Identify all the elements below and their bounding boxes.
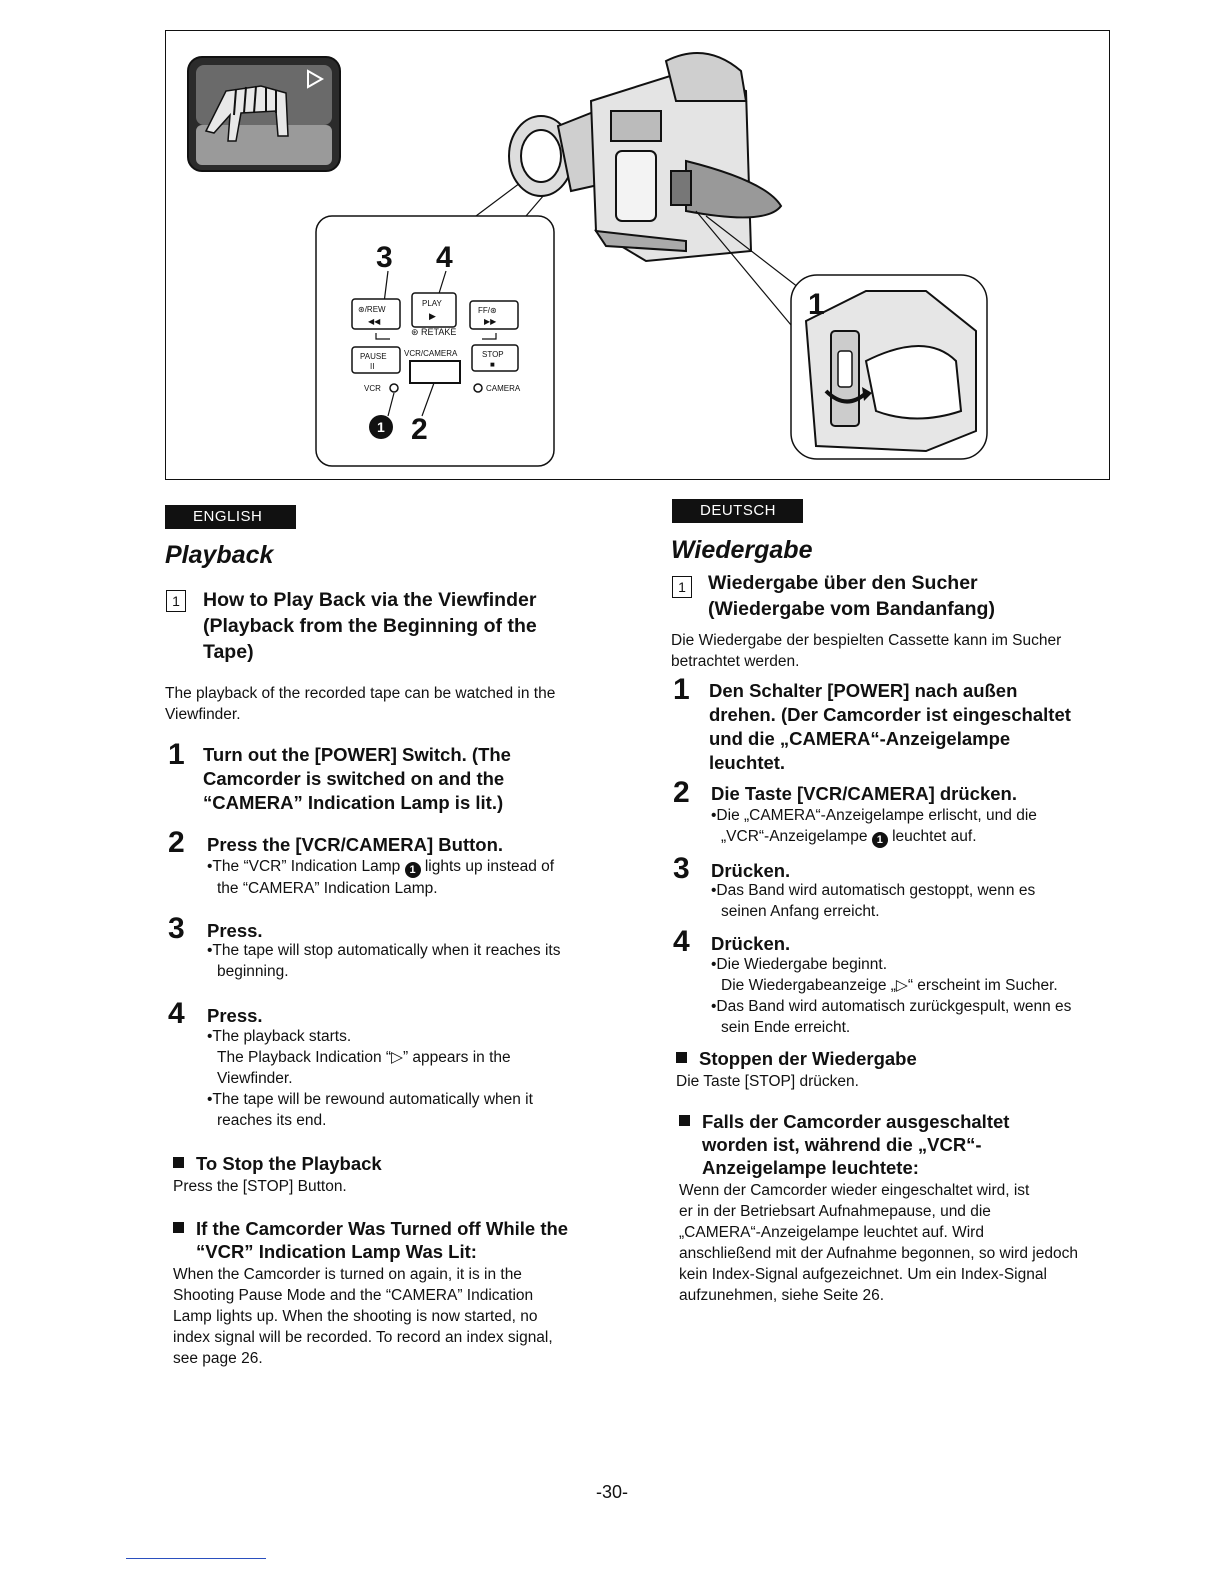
square-bullet-icon [679,1115,690,1126]
vcr-lamp-label: VCR [364,384,381,393]
off-text-english: When the Camcorder is turned on again, it is in the Shooting Pause Mode and the “CAMERA” Indication Lamp lights up. When the shooting is now started, no index signal will be recorded. To record an index signal, see page 26. [173,1266,553,1367]
lamp-bullet-icon: 1 [405,862,421,878]
ff-button [470,301,518,329]
step-1-text-deutsch: Den Schalter [POWER] nach außen drehen. (Der Camcorder ist eingeschaltet und die „CAMERA“-Anzeigelampe leuchtet. [709,680,1071,773]
step-2-text-english: Press the [VCR/CAMERA] Button. [207,834,504,855]
svg-text:■: ■ [490,360,495,369]
language-tag-deutsch: DEUTSCH [672,499,803,523]
off-heading-deutsch: Falls der Camcorder ausgeschaltet worden ist, während die „VCR“- Anzeigelampe leuchtete: [679,1110,1009,1179]
retake-label: ⊛ RETAKE [411,327,457,337]
stop-heading-english: To Stop the Playback [173,1152,382,1175]
section-title-deutsch: Wiedergabe [671,536,813,564]
step-4-note-deutsch: •Die Wiedergabe beginnt. Die Wiedergabeanzeige „▷“ erscheint im Sucher. •Das Band wird automatisch zurückgespult, wenn es sein Ende erreicht. [711,956,1072,1036]
step-2-number-deutsch: 2 [673,776,690,809]
stop-button [472,345,518,371]
language-tag-english: ENGLISH [165,505,296,529]
footer-rule [126,1558,266,1559]
step-3-number-english: 3 [168,912,185,945]
callout-3: 3 [376,241,393,274]
svg-text:II: II [370,362,375,371]
stop-text-deutsch: Die Taste [STOP] drücken. [676,1073,859,1090]
page-number: -30- [595,1482,629,1502]
svg-text:PAUSE: PAUSE [360,352,387,361]
vcr-camera-button [410,361,460,383]
step-2-text-deutsch: Die Taste [VCR/CAMERA] drücken. [711,783,1017,804]
step-2-number-english: 2 [168,826,185,859]
stop-heading-deutsch: Stoppen der Wiedergabe [676,1047,917,1070]
step-1-text-english: Turn out the [POWER] Switch. (The Camcorder is switched on and the “CAMERA” Indication Lamp is lit.) [203,744,511,813]
off-text-deutsch: Wenn der Camcorder wieder eingeschaltet wird, ist er in der Betriebsart Aufnahmepause, und die „CAMERA“-Anzeigelampe leuchtet auf. Wird anschließend mit der Aufnahme begonnen, so wird jedoch kein Index-Signal aufgezeichnet. Um ein Index-Signal aufzunehmen, siehe Seite 26. [679,1182,1078,1304]
off-heading-english: If the Camcorder Was Turned off While the “VCR” Indication Lamp Was Lit: [173,1217,568,1263]
section-title-english: Playback [165,541,274,569]
step-4-note-english: •The playback starts. The Playback Indication “▷” appears in the Viewfinder. •The tape will be rewound automatically when it reaches its end. [207,1028,533,1129]
svg-text:▶▶: ▶▶ [484,317,497,326]
square-bullet-icon [173,1157,184,1168]
play-button [412,293,456,327]
step-3-note-english: •The tape will stop automatically when it reaches its beginning. [207,942,561,980]
callout-2: 2 [411,413,428,446]
intro-deutsch: Die Wiedergabe der bespielten Cassette kann im Sucher betrachtet werden. [671,632,1062,670]
step-2-note-deutsch: •Die „CAMERA“-Anzeigelampe erlischt, und die „VCR“-Anzeigelampe 1 leuchtet auf. [711,807,1037,846]
svg-text:◀◀: ◀◀ [368,317,381,326]
heading-deutsch: Wiedergabe über den Sucher (Wiedergabe vom Bandanfang) [708,572,995,620]
step-3-text-deutsch: Drücken. [711,860,791,881]
boxed-step-number-english: 1 [166,590,186,612]
pause-button [352,347,400,373]
step-4-number-english: 4 [168,997,185,1030]
square-bullet-icon [173,1222,184,1233]
step-1-number-deutsch: 1 [673,673,690,706]
step-3-number-deutsch: 3 [673,852,690,885]
step-4-text-english: Press. [207,1005,263,1026]
step-4-text-deutsch: Drücken. [711,933,791,954]
svg-text:FF/⊛: FF/⊛ [478,306,497,315]
vcr-camera-label: VCR/CAMERA [404,349,458,358]
camcorder-illustration [166,31,1111,481]
step-3-text-english: Press. [207,920,263,941]
callout-4: 4 [436,241,453,274]
rew-button [352,299,400,329]
callout-1: 1 [808,288,825,321]
svg-text:▶: ▶ [429,311,436,321]
stop-text-english: Press the [STOP] Button. [173,1178,347,1195]
lamp-bullet-icon: 1 [872,832,888,848]
step-4-number-deutsch: 4 [673,925,690,958]
boxed-step-number-deutsch: 1 [672,576,692,598]
illustration-frame [165,30,1110,480]
viewfinder-zebra-image [188,57,340,171]
step-1-number-english: 1 [168,738,185,771]
step-2-note-english: •The “VCR” Indication Lamp 1 lights up instead of the “CAMERA” Indication Lamp. [207,858,555,897]
camera-lamp-label: CAMERA [486,384,521,393]
heading-english: How to Play Back via the Viewfinder (Playback from the Beginning of the Tape) [203,589,537,663]
callout-lamp-bullet-number: 1 [377,419,385,435]
square-bullet-icon [676,1052,687,1063]
svg-text:PLAY: PLAY [422,299,442,308]
intro-english: The playback of the recorded tape can be watched in the Viewfinder. [165,685,556,723]
button-callout-box [316,216,554,466]
step-3-note-deutsch: •Das Band wird automatisch gestoppt, wenn es seinen Anfang erreicht. [711,882,1036,920]
svg-text:⊛/REW: ⊛/REW [358,305,386,314]
svg-text:STOP: STOP [482,350,504,359]
